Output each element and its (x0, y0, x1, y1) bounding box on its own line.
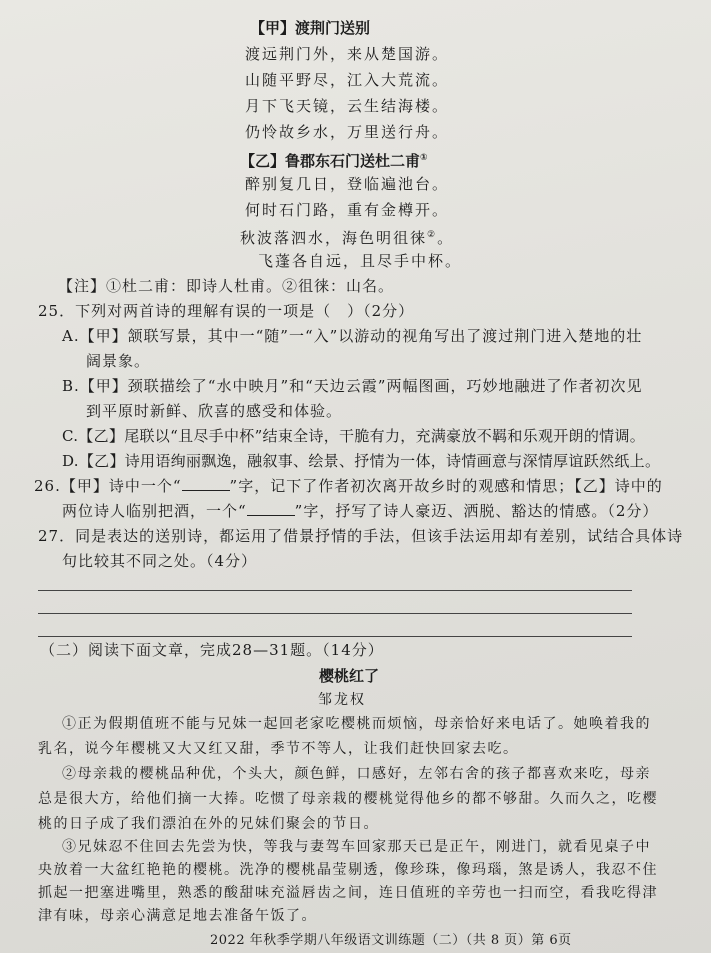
question-26-line-1: 26.【甲】诗中一个“ ”字，记下了作者初次离开故乡时的观感和情思；【乙】诗中的 (34, 477, 663, 495)
poem-b-line-3: 秋波落泗水，海色明徂徕②。 (240, 229, 455, 247)
question-26-line-2: 两位诗人临别把酒，一个“ ”字，抒写了诗人豪迈、洒脱、豁达的情感。（2分） (62, 502, 659, 520)
question-25-option-a-cont: 阔景象。 (86, 352, 151, 370)
page-footer: 2022 年秋季学期八年级语文训练题（二）（共 8 页）第 6页 (210, 933, 572, 948)
question-25-stem: 25．下列对两首诗的理解有误的一项是（ ）（2分） (38, 302, 415, 320)
article-title: 樱桃红了 (319, 667, 380, 685)
poem-a-title: 【甲】渡荆门送别 (250, 19, 371, 37)
section-2-heading: （二）阅读下面文章，完成28—31题。（14分） (40, 641, 384, 659)
poem-note: 【注】①杜二甫：即诗人杜甫。②徂徕：山名。 (58, 277, 395, 295)
article-author: 邹龙权 (318, 692, 366, 708)
footnote-mark-2: ② (427, 230, 438, 240)
question-25-option-b-cont: 到平原时新鲜、欣喜的感受和体验。 (86, 402, 343, 420)
poem-a-line-2: 山随平野尽，江入大荒流。 (245, 71, 450, 89)
answer-blank-2[interactable] (247, 503, 295, 516)
poem-b-title: 【乙】鲁郡东石门送杜二甫① (240, 152, 428, 170)
article-p2-line-2: 总是很大方，给他们摘一大捧。吃惯了母亲栽的樱桃觉得他乡的都不够甜。久而久之，吃樱 (38, 791, 658, 807)
poem-b-line-2: 何时石门路，重有金樽开。 (245, 201, 450, 219)
article-p3-line-3: 抓起一把塞进嘴里，熟悉的酸甜味充溢唇齿之间，连日值班的辛劳也一扫而空，看我吃得津 (38, 885, 658, 901)
answer-line-2[interactable] (38, 613, 632, 614)
question-27-line-1: 27．同是表达的送别诗，都运用了借景抒情的手法，但该手法运用却有差别，试结合具体诗 (38, 527, 684, 545)
article-p2-line-3: 桃的日子成了我们漂泊在外的兄妹们聚会的节日。 (38, 816, 379, 832)
article-p3-line-2: 央放着一大盆红艳艳的樱桃。洗净的樱桃晶莹剔透，像珍珠，像玛瑙，煞是诱人，我忍不住 (38, 862, 658, 878)
poem-b-line-1: 醉别复几日，登临遍池台。 (245, 175, 450, 193)
poem-b-line-4: 飞蓬各自远，且尽手中杯。 (258, 252, 463, 270)
article-p1-line-2: 乳名，说今年樱桃又大又红又甜，季节不等人，让我们赶快回家去吃。 (38, 741, 519, 757)
poem-a-line-3: 月下飞天镜，云生结海楼。 (245, 97, 450, 115)
article-p2-line-1: ②母亲栽的樱桃品种优，个头大，颜色鲜，口感好，左邻右舍的孩子都喜欢来吃，母亲 (62, 766, 651, 782)
poem-a-line-1: 渡远荆门外，来从楚国游。 (245, 45, 450, 63)
question-27-line-2: 句比较其不同之处。（4分） (62, 552, 258, 570)
answer-line-1[interactable] (38, 590, 632, 591)
article-p3-line-1: ③兄妹忍不住回去先尝为快，等我与妻驾车回家那天已是正午，刚进门，就看见桌子中 (62, 839, 651, 855)
question-25-option-d: D.【乙】诗用语绚丽飘逸，融叙事、绘景、抒情为一体，诗情画意与深情厚谊跃然纸上。 (62, 452, 661, 470)
article-p1-line-1: ①正为假期值班不能与兄妹一起回老家吃樱桃而烦恼，母亲恰好来电话了。她唤着我的 (62, 716, 651, 732)
answer-blank-1[interactable] (182, 478, 230, 491)
question-25-option-a: A.【甲】颔联写景，其中一“随”一“入”以游动的视角写出了渡过荆门进入楚地的壮 (62, 327, 643, 345)
question-25-option-b: B.【甲】颈联描绘了“水中映月”和“天边云霞”两幅图画，巧妙地融进了作者初次见 (62, 377, 643, 395)
poem-a-line-4: 仍怜故乡水，万里送行舟。 (245, 123, 450, 141)
footnote-mark-1: ① (420, 153, 428, 163)
article-p3-line-4: 津有味，母亲心满意足地去准备午饭了。 (38, 908, 317, 924)
question-25-option-c: C.【乙】尾联以“且尽手中杯”结束全诗，干脆有力，充满豪放不羁和乐观开朗的情调。 (62, 427, 646, 445)
answer-line-3[interactable] (38, 636, 632, 637)
